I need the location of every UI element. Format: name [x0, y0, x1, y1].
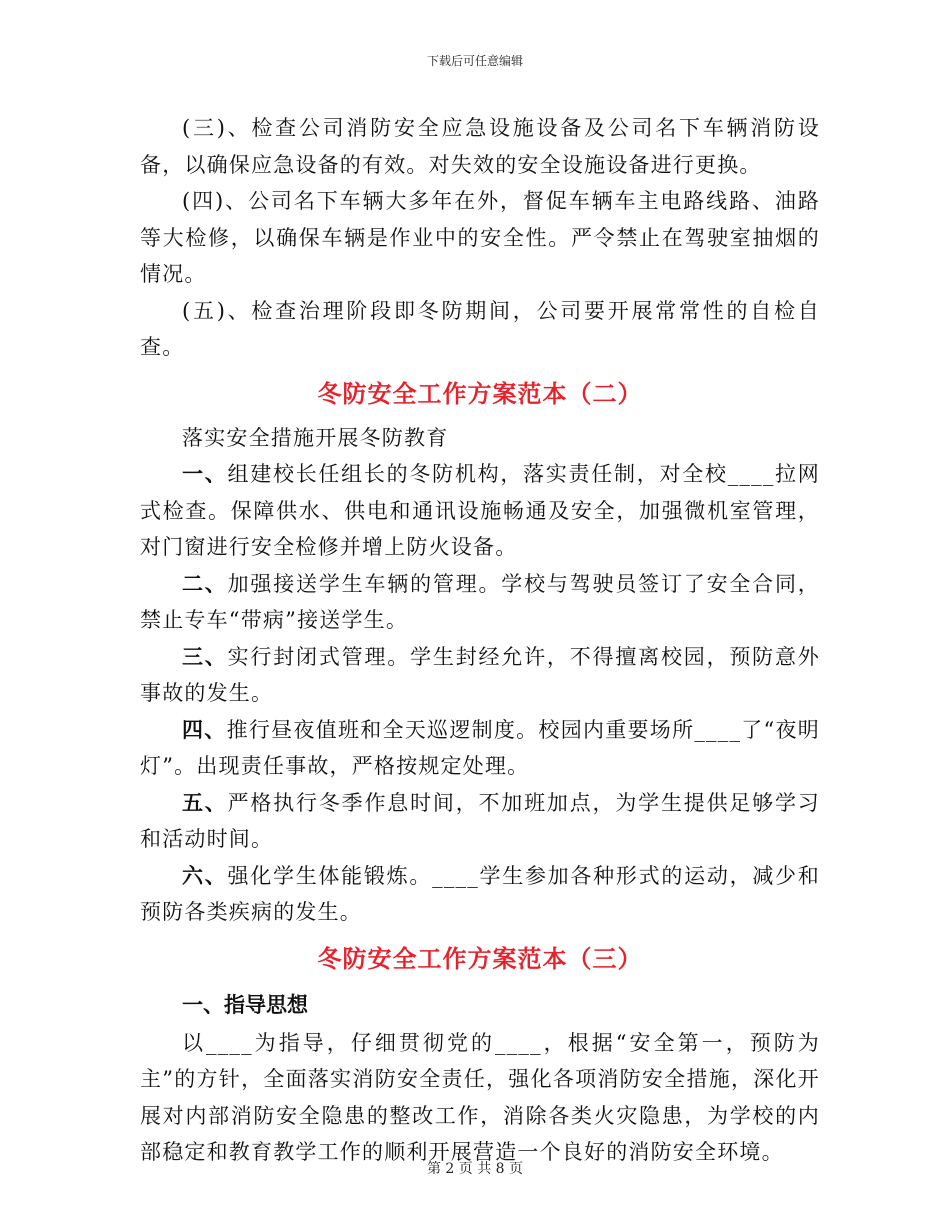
list-item-text: 推行昼夜值班和全天巡逻制度。校园内重要场所____了“夜明灯”。出现责任事故，严格按规定处理。 [140, 717, 820, 778]
list-item [140, 639, 820, 712]
list-item-label: 五、 [182, 789, 228, 815]
list-item-label: 二、 [182, 570, 228, 596]
list-item [140, 858, 820, 931]
list-item-text: 实行封闭式管理。学生封经允许，不得擅离校园，预防意外事故的发生。 [140, 644, 820, 705]
list-item-text: 加强接送学生车辆的管理。学校与驾驶员签订了安全合同，禁止专车“带病”接送学生。 [140, 571, 820, 632]
page-header: 下载后可任意编辑 [426, 54, 523, 68]
section-title-3: 冬防安全工作方案范本（三） [317, 943, 643, 973]
section-title-2: 冬防安全工作方案范本（二） [317, 378, 643, 408]
list-item [140, 785, 820, 858]
list-item-label: 三、 [182, 643, 228, 669]
section-intro: 落实安全措施开展冬防教育 [182, 425, 449, 450]
list-item [140, 456, 820, 566]
list-item-text: 组建校长任组长的冬防机构，落实责任制，对全校____拉网式检查。保障供水、供电和通讯设施畅通及安全，加强微机室管理，对门窗进行安全检修并增上防火设备。 [140, 462, 820, 559]
list-item-text: 严格执行冬季作息时间，不加班加点，为学生提供足够学习和活动时间。 [140, 790, 820, 851]
list-item-label: 四、 [182, 716, 227, 742]
paragraph-5: (五)、检查治理阶段即冬防期间，公司要开展常常性的自检自查。 [140, 298, 820, 359]
document-body [140, 110, 820, 1171]
list-item [140, 712, 820, 785]
list-item-text: 强化学生体能锻炼。____学生参加各种形式的运动，减少和预防各类疾病的发生。 [140, 863, 820, 924]
paragraph-4: (四)、公司名下车辆大多年在外，督促车辆车主电路线路、油路等大检修，以确保车辆是作业中的安全性。严令禁止在驾驶室抽烟的情况。 [140, 189, 820, 286]
list-item [140, 566, 820, 639]
guiding-paragraph: 以____为指导，仔细贯彻党的____，根据“安全第一，预防为主”的方针，全面落实消防安全责任，强化各项消防安全措施，深化开展对内部消防安全隐患的整改工作，消除各类火灾隐患，为学校的内部稳定和教育教学工作的顺利开展营造一个良好的消防安全环境。 [140, 1030, 820, 1164]
list-item-label: 六、 [182, 862, 228, 888]
subheading: 一、指导思想 [182, 991, 308, 1017]
paragraph-3: (三)、检查公司消防安全应急设施设备及公司名下车辆消防设备，以确保应急设备的有效。对失效的安全设施设备进行更换。 [140, 116, 820, 177]
list-item-label: 一、 [182, 461, 228, 486]
page-footer: 第 2 页 共 8 页 [426, 1161, 524, 1177]
